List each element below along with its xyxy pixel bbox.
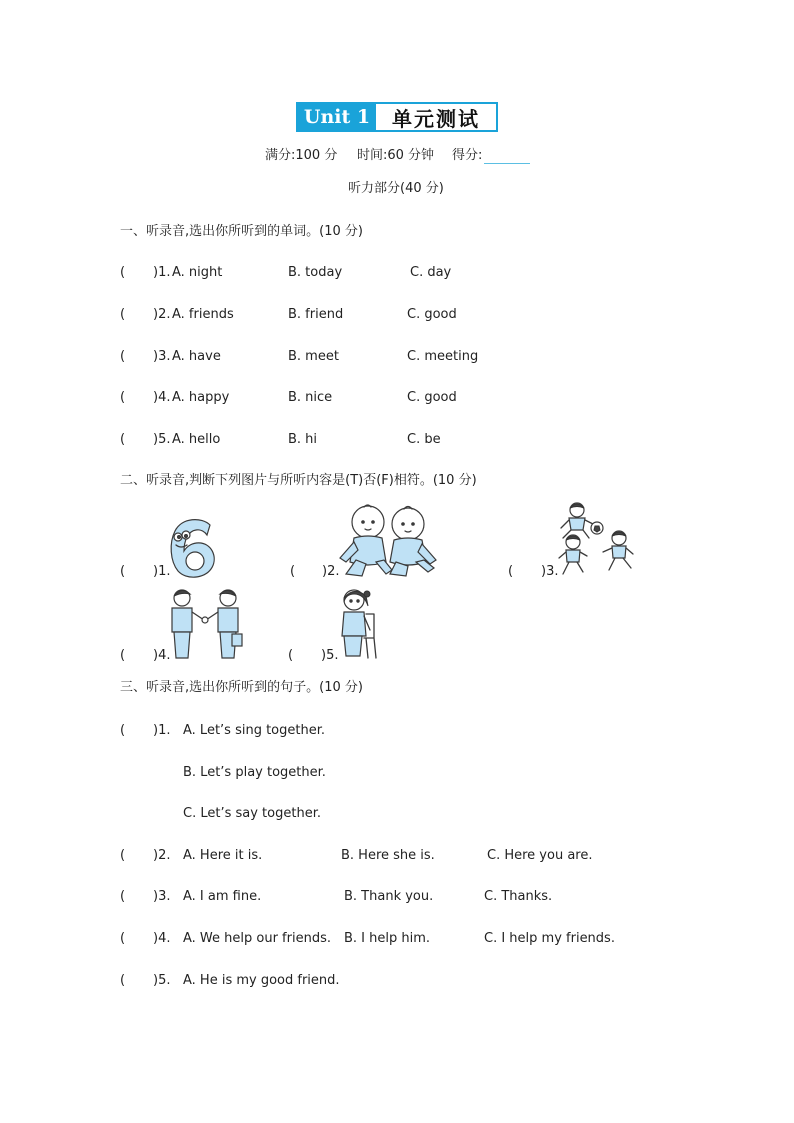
kids-football-picture — [555, 500, 637, 578]
answer-paren[interactable]: ( — [120, 889, 126, 904]
option-b: B. Thank you. — [344, 889, 434, 904]
answer-paren[interactable]: ( — [120, 848, 126, 863]
question-number: )5. — [153, 432, 171, 447]
answer-paren[interactable]: ( — [120, 432, 126, 447]
option-c: C. day — [410, 265, 452, 280]
question-number: )2. — [322, 564, 340, 579]
question-number: )2. — [153, 307, 171, 322]
answer-paren[interactable]: ( — [508, 564, 514, 579]
answer-paren[interactable]: ( — [120, 390, 126, 405]
question-number: )1. — [153, 723, 171, 738]
option-c: C. good — [407, 307, 457, 322]
option-a: A. night — [172, 265, 223, 280]
section1-heading: 一、听录音,选出你所听到的单词。(10 分) — [120, 224, 363, 239]
option-a: A. Here it is. — [183, 848, 263, 863]
option-c: C. Here you are. — [487, 848, 593, 863]
question-number: )2. — [153, 848, 171, 863]
option-b: B. Here she is. — [341, 848, 435, 863]
option-c: C. Thanks. — [484, 889, 553, 904]
full-marks: 满分:100 分 — [265, 148, 338, 163]
option-b: B. meet — [288, 349, 339, 364]
answer-paren[interactable]: ( — [120, 648, 126, 663]
option-b: B. Let’s play together. — [183, 765, 326, 780]
option-c: C. be — [407, 432, 441, 447]
answer-paren[interactable]: ( — [120, 307, 126, 322]
option-a: A. friends — [172, 307, 234, 322]
question-number: )3. — [153, 349, 171, 364]
option-b: B. hi — [288, 432, 318, 447]
answer-paren[interactable]: ( — [120, 931, 126, 946]
score-field[interactable] — [452, 148, 530, 164]
handshake-picture — [164, 586, 246, 662]
option-c: C. I help my friends. — [484, 931, 615, 946]
option-b: B. nice — [288, 390, 333, 405]
answer-paren[interactable]: ( — [290, 564, 296, 579]
question-number: )1. — [153, 564, 171, 579]
girl-chair-picture — [334, 586, 380, 662]
score-blank[interactable] — [484, 150, 530, 164]
option-b: B. I help him. — [344, 931, 431, 946]
time-limit: 时间:60 分钟 — [357, 148, 435, 163]
question-number: )3. — [153, 889, 171, 904]
title-badge — [296, 102, 498, 132]
number-six-picture — [166, 515, 222, 581]
option-c: C. Let’s say together. — [183, 806, 321, 821]
option-a: A. Let’s sing together. — [183, 723, 326, 738]
answer-paren[interactable]: ( — [120, 973, 126, 988]
answer-paren[interactable]: ( — [288, 648, 294, 663]
option-a: A. hello — [172, 432, 221, 447]
score-label: 得分: — [452, 148, 483, 163]
answer-paren[interactable]: ( — [120, 723, 126, 738]
question-number: )4. — [153, 931, 171, 946]
twin-babies-picture — [336, 500, 440, 578]
option-a: A. I am fine. — [183, 889, 262, 904]
option-b: B. friend — [288, 307, 344, 322]
option-c: C. meeting — [407, 349, 479, 364]
unit-label: Unit 1 — [298, 104, 376, 130]
answer-paren[interactable]: ( — [120, 564, 126, 579]
option-b: B. today — [288, 265, 343, 280]
question-number: )5. — [321, 648, 339, 663]
question-number: )4. — [153, 390, 171, 405]
question-number: )3. — [541, 564, 559, 579]
answer-paren[interactable]: ( — [120, 265, 126, 280]
option-a: A. We help our friends. — [183, 931, 331, 946]
option-a: A. happy — [172, 390, 230, 405]
answer-paren[interactable]: ( — [120, 349, 126, 364]
option-a: A. have — [172, 349, 221, 364]
title-text: 单元测试 — [392, 106, 480, 131]
question-number: )4. — [153, 648, 171, 663]
listening-part-title: 听力部分(40 分) — [348, 181, 444, 196]
section3-heading: 三、听录音,选出你所听到的句子。(10 分) — [120, 680, 363, 695]
question-number: )1. — [153, 265, 171, 280]
option-c: C. good — [407, 390, 457, 405]
question-number: )5. — [153, 973, 171, 988]
section2-heading: 二、听录音,判断下列图片与所听内容是(T)否(F)相符。(10 分) — [120, 473, 477, 488]
option-a: A. He is my good friend. — [183, 973, 340, 988]
